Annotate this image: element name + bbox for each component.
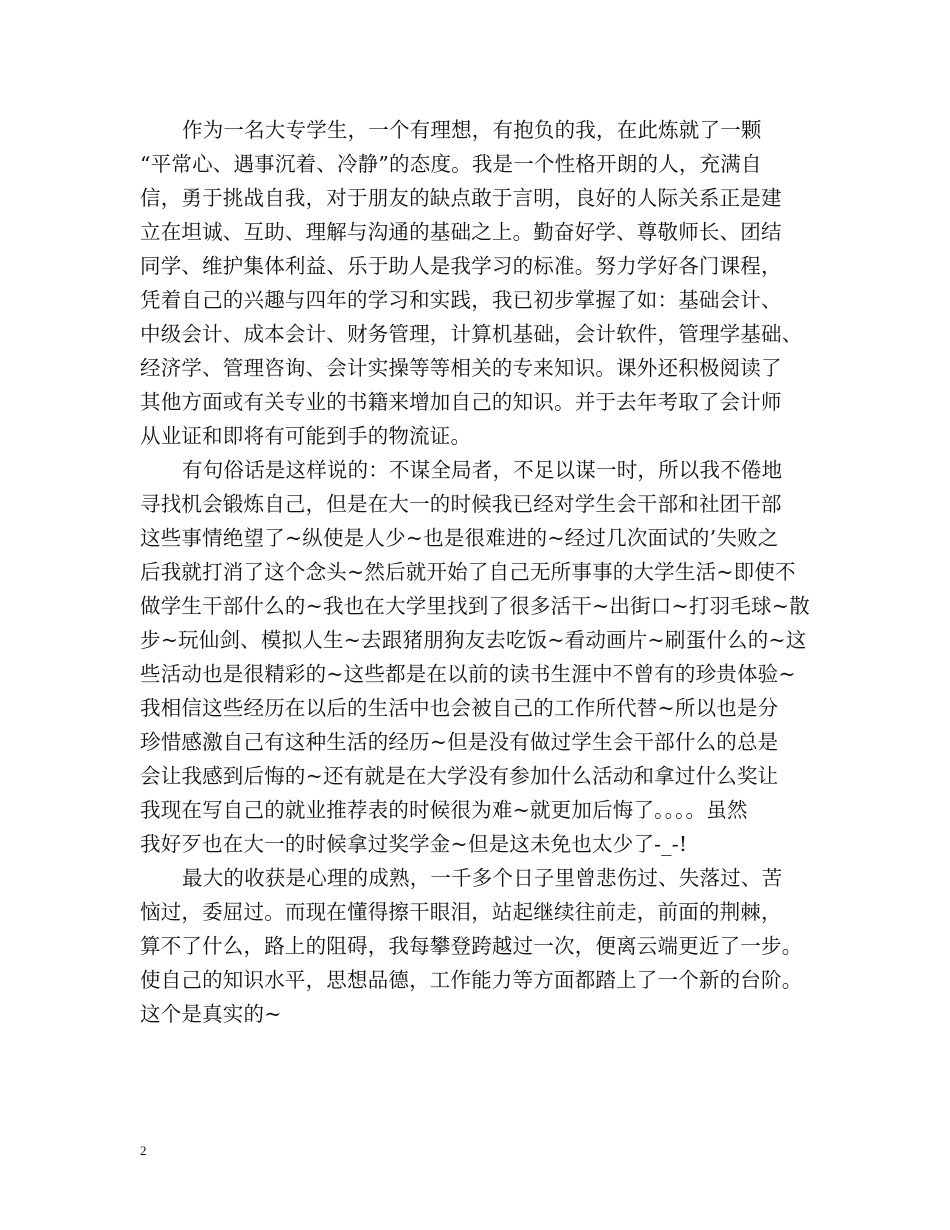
paragraph-1-line-6: 凭着自己的兴趣与四年的学习和实践，我已初步掌握了如：基础会计、	[140, 288, 782, 312]
paragraph-1-line-3: 信，勇于挑战自我，对于朋友的缺点敢于言明，良好的人际关系正是建	[140, 186, 782, 210]
paragraph-3-line-3: 算不了什么，路上的阻碍，我每攀登跨越过一次，便离云端更近了一步。	[140, 934, 803, 958]
page-number: 2	[140, 1143, 147, 1158]
paragraph-2-line-1: 有句俗话是这样说的：不谋全局者，不足以谋一时，所以我不倦地	[182, 458, 783, 482]
paragraph-2-line-12: 我好歹也在大一的时候拿过奖学金~但是这未免也太少了-_-!	[140, 832, 688, 856]
paragraph-2-line-7: 些活动也是很精彩的~这些都是在以前的读书生涯中不曾有的珍贵体验~	[140, 662, 796, 686]
paragraph-1-line-10: 从业证和即将有可能到手的物流证。	[140, 424, 472, 448]
paragraph-2-line-8: 我相信这些经历在以后的生活中也会被自己的工作所代替~所以也是分	[140, 696, 779, 720]
paragraph-1-line-9: 其他方面或有关专业的书籍来增加自己的知识。并于去年考取了会计师	[140, 390, 782, 414]
paragraph-1-line-4: 立在坦诚、互助、理解与沟通的基础之上。勤奋好学、尊敬师长、团结	[140, 220, 782, 244]
paragraph-1-line-8: 经济学、管理咨询、会计实操等等相关的专来知识。课外还积极阅读了	[140, 356, 782, 380]
paragraph-3-line-1: 最大的收获是心理的成熟，一千多个日子里曾悲伤过、失落过、苦	[182, 866, 783, 890]
paragraph-2-line-10: 会让我感到后悔的~还有就是在大学没有参加什么活动和拿过什么奖让	[140, 764, 779, 788]
paragraph-3-line-5: 这个是真实的~	[140, 1002, 282, 1026]
paragraph-2-line-5: 做学生干部什么的~我也在大学里找到了很多活干~出街口~打羽毛球~散	[140, 594, 810, 618]
paragraph-2-line-6: 步~玩仙剑、模拟人生~去跟猪朋狗友去吃饭~看动画片~刷蛋什么的~这	[140, 628, 807, 652]
paragraph-2-line-4: 后我就打消了这个念头~然后就开始了自己无所事事的大学生活~即使不	[140, 560, 796, 584]
paragraph-3-line-2: 恼过，委屈过。而现在懂得擦干眼泪，站起继续往前走，前面的荆棘，	[140, 900, 782, 924]
paragraph-2-line-9: 珍惜感激自己有这种生活的经历~但是没有做过学生会干部什么的总是	[140, 730, 779, 754]
paragraph-2-line-2: 寻找机会锻炼自己，但是在大一的时候我已经对学生会干部和社团干部	[140, 492, 782, 516]
paragraph-1-line-2: “平常心、遇事沉着、冷静”的态度。我是一个性格开朗的人，充满自	[140, 152, 762, 176]
paragraph-1-line-1: 作为一名大专学生，一个有理想，有抱负的我，在此炼就了一颗	[182, 118, 762, 142]
paragraph-1-line-5: 同学、维护集体利益、乐于助人是我学习的标准。努力学好各门课程，	[140, 254, 782, 278]
paragraph-2-line-11: 我现在写自己的就业推荐表的时候很为难~就更加后悔了。。。。虽然	[140, 798, 748, 822]
paragraph-3-line-4: 使自己的知识水平，思想品德，工作能力等方面都踏上了一个新的台阶。	[140, 968, 803, 992]
paragraph-1-line-7: 中级会计、成本会计、财务管理，计算机基础，会计软件，管理学基础、	[140, 322, 803, 346]
paragraph-2-line-3: 这些事情绝望了~纵使是人少~也是很难进的~经过几次面试的’失败之	[140, 526, 779, 550]
